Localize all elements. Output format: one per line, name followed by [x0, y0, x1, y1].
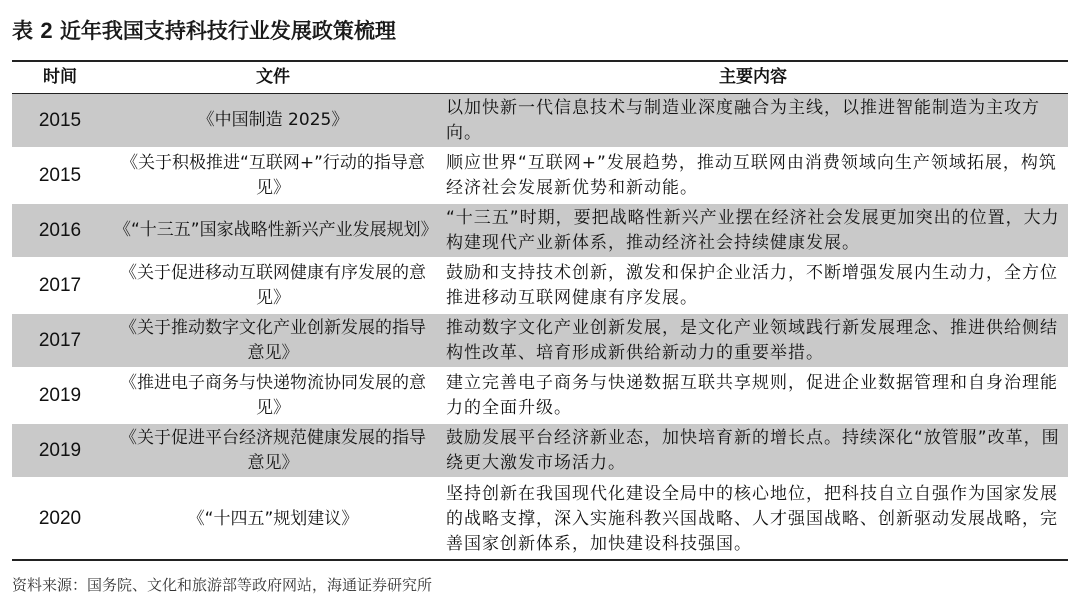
header-time: 时间 — [43, 67, 77, 87]
table-row — [12, 149, 1068, 204]
row-document: 《关于促进平台经济规范健康发展的指导意见》 — [120, 427, 426, 473]
row-document: 《“十四五”规划建议》 — [187, 508, 359, 529]
row-year: 2015 — [38, 109, 82, 131]
table-row — [12, 204, 1068, 259]
table-row — [12, 424, 1068, 479]
policy-table — [12, 60, 1068, 561]
table-title-text: 近年我国支持科技行业发展政策梳理 — [59, 19, 396, 43]
table-title-prefix: 表 — [12, 19, 33, 43]
row-content: 建立完善电子商务与快递数据互联共享规则，促进企业数据管理和自身治理能力的全面升级。 — [446, 372, 1058, 418]
row-year: 2017 — [38, 274, 82, 296]
row-document: 《推进电子商务与快递物流协同发展的意见》 — [120, 372, 426, 418]
row-document: 《关于推动数字文化产业创新发展的指导意见》 — [120, 317, 426, 363]
row-year: 2015 — [38, 164, 82, 186]
row-document: 《关于积极推进“互联网+”行动的指导意见》 — [121, 152, 425, 198]
row-content: 坚持创新在我国现代化建设全局中的核心地位，把科技自立自强作为国家发展的战略支撑，深入实施科教兴国战略、人才强国战略、创新驱动发展战略，完善国家创新体系，加快建设科技强国。 — [446, 483, 1058, 554]
table-row — [12, 314, 1068, 369]
row-year: 2019 — [38, 384, 82, 406]
row-year: 2017 — [38, 329, 82, 351]
table-header — [12, 62, 1068, 94]
table-title — [12, 14, 396, 48]
row-year: 2016 — [38, 219, 82, 241]
row-document: 《“十三五”国家战略性新兴产业发展规划》 — [114, 220, 438, 240]
row-document: 《中国制造 2025》 — [197, 110, 349, 130]
table-row — [12, 94, 1068, 149]
table-title-number: 2 — [40, 18, 53, 43]
row-content: “十三五”时期，要把战略性新兴产业摆在经济社会发展更加突出的位置，大力构建现代产业新体系，推动经济社会持续健康发展。 — [446, 207, 1060, 253]
row-year: 2020 — [38, 508, 82, 529]
row-content: 以加快新一代信息技术与制造业深度融合为主线，以推进智能制造为主攻方向。 — [446, 97, 1040, 143]
table-row — [12, 369, 1068, 424]
row-content: 鼓励发展平台经济新业态，加快培育新的增长点。持续深化“放管服”改革，围绕更大激发市场活力。 — [446, 427, 1060, 473]
row-year: 2019 — [38, 439, 82, 461]
header-content: 主要内容 — [719, 67, 787, 87]
row-content: 鼓励和支持技术创新，激发和保护企业活力，不断增强发展内生动力，全方位推进移动互联网健康有序发展。 — [446, 262, 1058, 308]
source-note: 资料来源：国务院、文化和旅游部等政府网站，海通证券研究所 — [12, 576, 433, 594]
header-document: 文件 — [256, 67, 290, 87]
row-content: 顺应世界“互联网+”发展趋势，推动互联网由消费领域向生产领域拓展，构筑经济社会发展新优势和新动能。 — [446, 152, 1057, 198]
table-row — [12, 259, 1068, 314]
row-document: 《关于促进移动互联网健康有序发展的意见》 — [120, 262, 426, 308]
table-row — [12, 479, 1068, 559]
row-content: 推动数字文化产业创新发展，是文化产业领域践行新发展理念、推进供给侧结构性改革、培育形成新供给新动力的重要举措。 — [446, 317, 1058, 363]
